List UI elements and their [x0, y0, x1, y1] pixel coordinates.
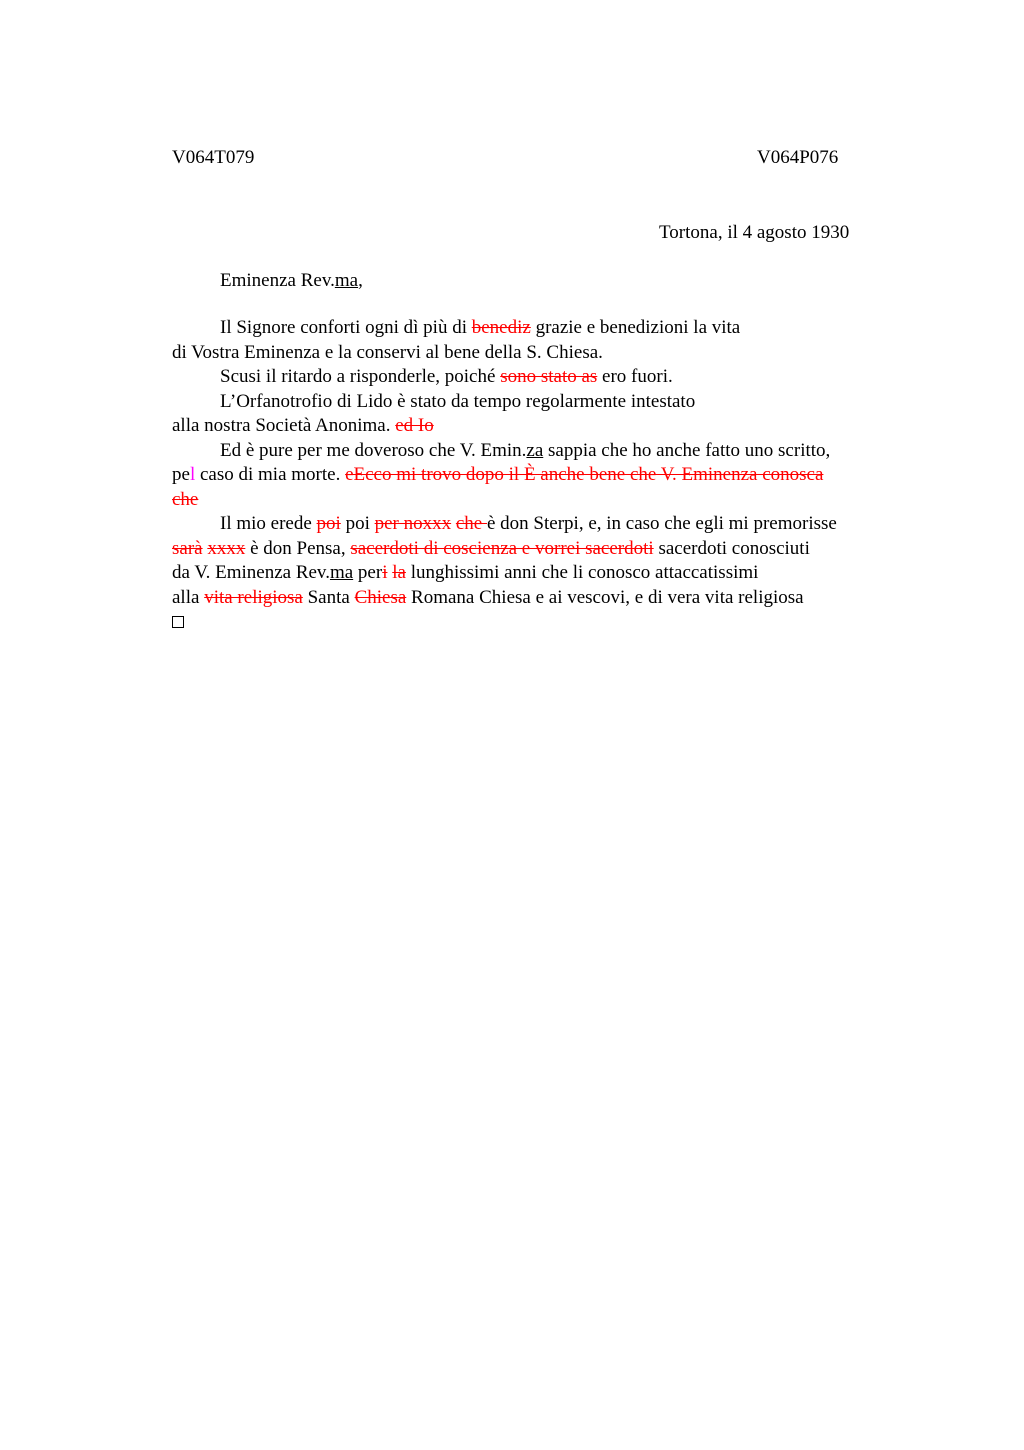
text-segment: da V. Eminenza Rev. [172, 562, 330, 583]
body-line-2 [172, 341, 932, 366]
document-code-right: V064P076 [757, 147, 839, 168]
text-segment: è don Pensa, [245, 537, 351, 559]
abbreviation: ma [329, 562, 354, 583]
text-segment: Ed è pure per me doveroso che V. Emin. [220, 439, 527, 461]
body-line-1 [172, 316, 932, 341]
text-segment: lunghissimi anni che li conosco attaccatissimi [405, 562, 759, 583]
text-segment: poi [340, 513, 375, 534]
deleted-text: Chiesa [354, 586, 407, 608]
checkbox-icon [172, 616, 184, 628]
deleted-text: la [392, 562, 406, 583]
deleted-text: xxxx [207, 537, 246, 559]
body-line-8 [172, 488, 932, 513]
text-segment: per [353, 562, 383, 583]
body-line-6 [172, 439, 932, 464]
body-line-9 [172, 512, 932, 537]
text-segment: di Vostra Eminenza e la conservi al bene della S. Chiesa. [172, 341, 603, 363]
text-segment: è don Sterpi, e, in caso che egli mi premorisse [487, 513, 837, 534]
text-segment: pe [172, 464, 190, 485]
body-line-3 [172, 365, 932, 390]
letter-salutation [220, 269, 363, 294]
text-segment: caso di mia morte. [195, 464, 346, 485]
text-segment: Scusi il ritardo a risponderle, poiché [220, 366, 501, 387]
text-segment: alla [172, 586, 205, 608]
salutation-text: Eminenza Rev. [220, 270, 335, 291]
salutation-abbr: ma [334, 270, 359, 291]
deleted-text: i [382, 562, 388, 583]
body-line-5 [172, 414, 932, 439]
deleted-text: che [172, 488, 199, 510]
deleted-text: sacerdoti di coscienza e vorrei sacerdoti [350, 537, 654, 559]
text-segment: ero fuori. [597, 366, 673, 387]
text-segment: Santa [302, 586, 355, 608]
body-line-11 [172, 561, 932, 586]
deleted-text: poi [316, 513, 341, 534]
text-segment: sappia che ho anche fatto uno scritto, [543, 439, 831, 461]
letter-body [172, 316, 932, 635]
deleted-text: che [455, 513, 487, 534]
body-line-12 [172, 586, 932, 611]
deleted-text: eEcco mi trovo dopo il È anche bene che V. Eminenza conosca [345, 464, 824, 485]
abbreviation: za [526, 439, 544, 461]
deleted-text: benediz [471, 317, 531, 338]
text-segment: grazie e benedizioni la vita [530, 317, 741, 338]
deleted-text: vita religiosa [204, 586, 303, 608]
deleted-text: per noxxx [374, 513, 452, 534]
salutation-punct: , [358, 270, 363, 291]
deleted-text: ed Io [395, 415, 434, 436]
inserted-letter: l [189, 464, 196, 485]
text-segment: L’Orfanotrofio di Lido è stato da tempo regolarmente intestato [220, 390, 696, 412]
text-segment: sacerdoti conosciuti [653, 537, 810, 559]
text-segment: Il mio erede [220, 513, 317, 534]
deleted-text: sono stato as [500, 366, 598, 387]
document-code-left: V064T079 [172, 147, 255, 168]
body-line-7 [172, 463, 932, 488]
deleted-text: sarà [172, 537, 203, 559]
body-line-13 [172, 610, 932, 635]
text-segment: Romana Chiesa e ai vescovi, e di vera vita religiosa [406, 586, 804, 608]
text-segment: alla nostra Società Anonima. [172, 415, 396, 436]
body-line-4 [172, 390, 932, 415]
letter-date: Tortona, il 4 agosto 1930 [659, 222, 850, 243]
text-segment: Il Signore conforti ogni dì più di [220, 317, 472, 338]
body-line-10 [172, 537, 932, 562]
